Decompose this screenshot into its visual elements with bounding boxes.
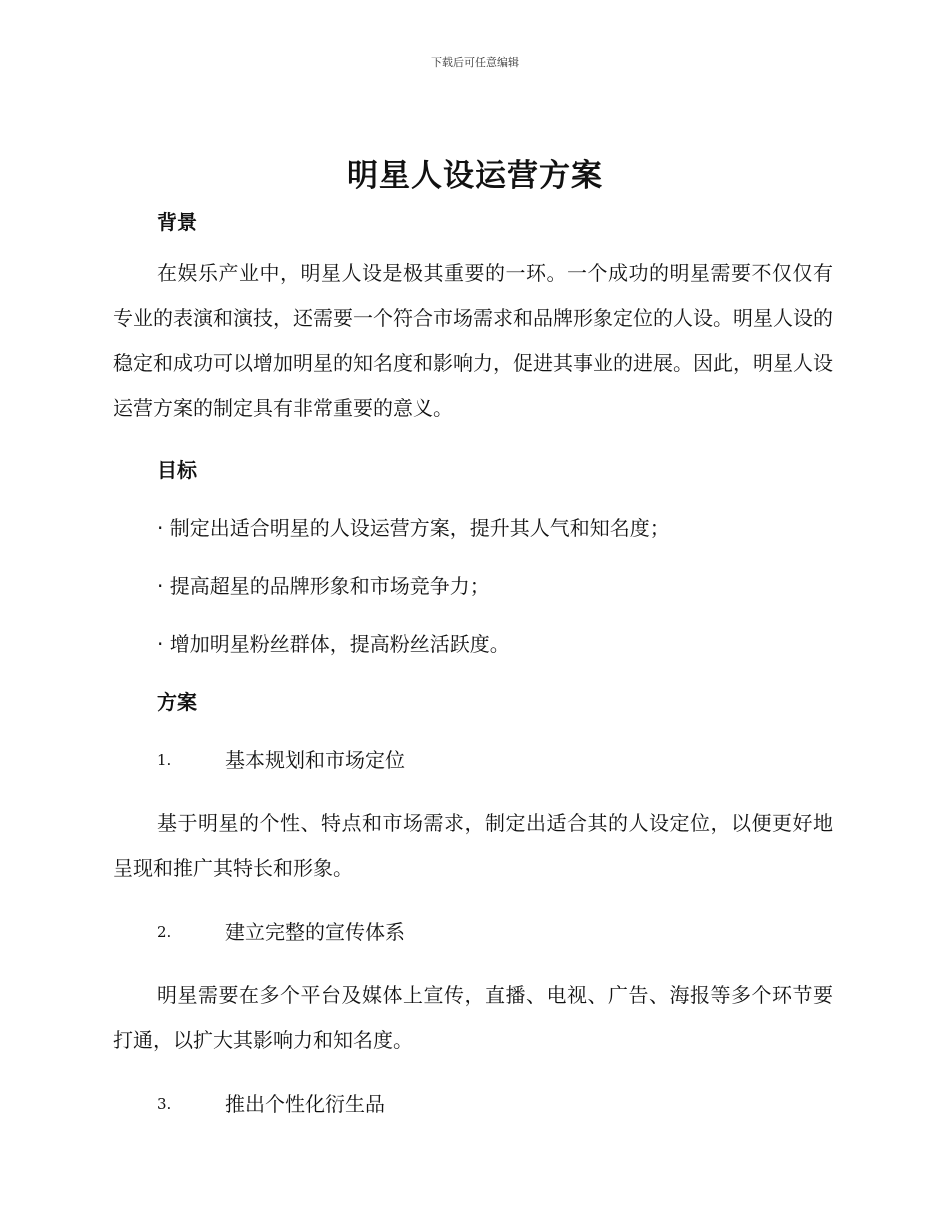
step-title: 建立完整的宣传体系 — [225, 920, 405, 944]
goal-item: · 制定出适合明星的人设运营方案，提升其人气和知名度； — [157, 516, 670, 540]
plan-step-text: 基于明星的个性、特点和市场需求，制定出适合其的人设定位，以便更好地呈现和推广其特长和形象。 — [113, 811, 833, 880]
goal-item: · 提高超星的品牌形象和市场竞争力； — [157, 574, 490, 598]
step-title: 推出个性化衍生品 — [225, 1092, 385, 1116]
step-number: 1. — [157, 751, 172, 769]
document-title: 明星人设运营方案 — [347, 158, 603, 194]
background-paragraph: 在娱乐产业中，明星人设是极其重要的一环。一个成功的明星需要不仅仅有专业的表演和演技，还需要一个符合市场需求和品牌形象定位的人设。明星人设的稳定和成功可以增加明星的知名度和影响力，促进其事业的进展。因此，明星人设运营方案的制定具有非常重要的意义。 — [113, 261, 833, 420]
plan-step-heading — [157, 903, 833, 961]
step-title: 基本规划和市场定位 — [225, 748, 405, 772]
step-number: 3. — [157, 1095, 172, 1113]
section-heading-plan: 方案 — [157, 690, 197, 714]
header-note: 下载后可任意编辑 — [431, 56, 519, 69]
step-number: 2. — [157, 923, 172, 941]
document-body — [113, 205, 833, 1133]
plan-step-heading — [157, 731, 833, 789]
goal-item: · 增加明星粉丝群体，提高粉丝活跃度。 — [157, 632, 510, 656]
plan-step-text: 明星需要在多个平台及媒体上宣传，直播、电视、广告、海报等多个环节要打通，以扩大其影响力和知名度。 — [113, 983, 833, 1052]
plan-step-heading — [157, 1075, 833, 1133]
section-heading-goals: 目标 — [157, 458, 197, 482]
section-heading-background: 背景 — [157, 210, 197, 234]
